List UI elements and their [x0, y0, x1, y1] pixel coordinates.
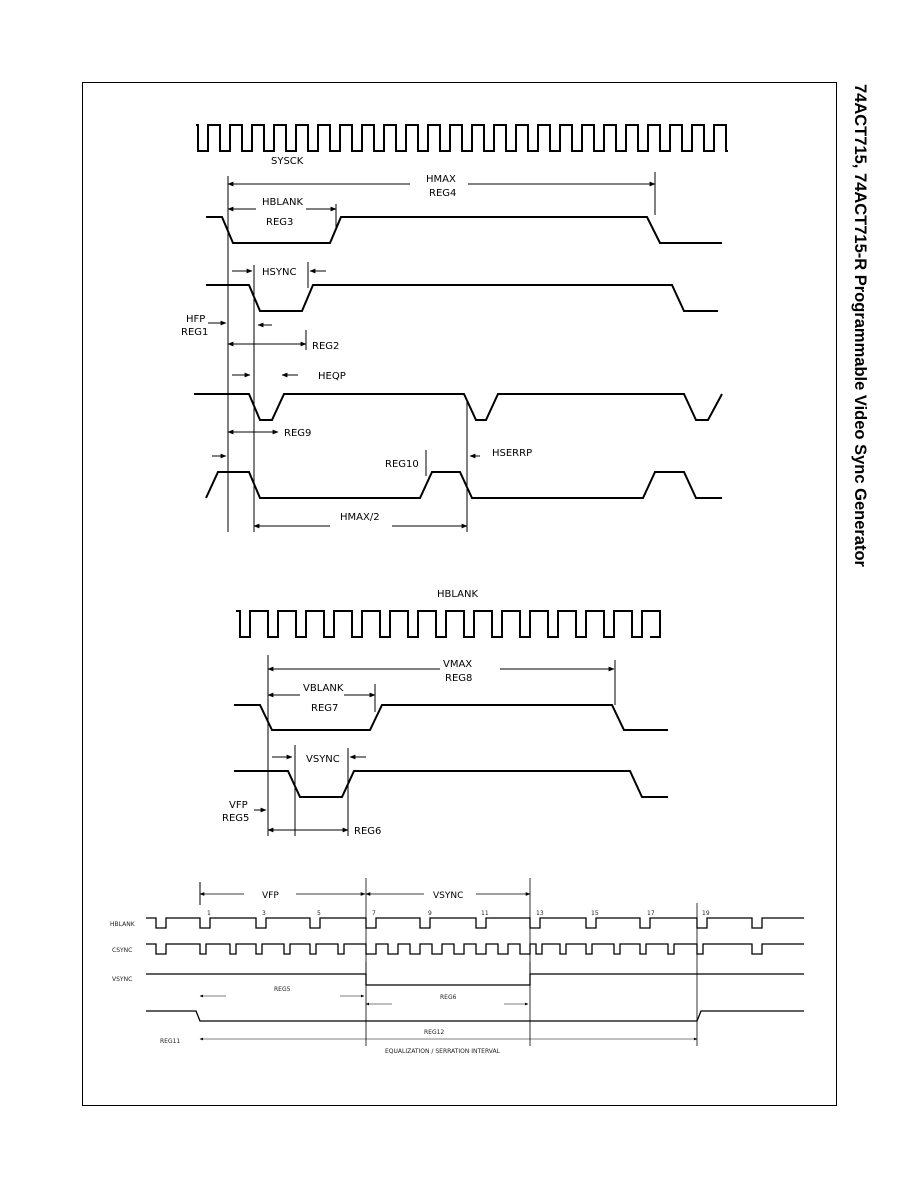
diagram3-labels [110, 891, 710, 1055]
hblank-clock-waveform [236, 611, 660, 637]
label-reg6: REG6 [354, 826, 382, 837]
label-vmax: VMAX [443, 659, 473, 670]
label-hserrp: HSERRP [492, 448, 533, 459]
diagram-composite-timing [146, 878, 804, 1046]
diagram2-labels [222, 589, 479, 837]
label-hblank: HBLANK [262, 197, 304, 208]
pulse-number: 17 [647, 910, 655, 917]
vsync-row-waveform [146, 974, 804, 985]
label-vblank: VBLANK [303, 683, 344, 694]
label-reg1: REG1 [181, 327, 209, 338]
label-reg9: REG9 [284, 428, 312, 439]
label-reg-front: REG5 [274, 986, 291, 993]
label-vsync: VSYNC [306, 754, 340, 765]
pulse-number: 3 [262, 910, 266, 917]
pulse-number: 5 [317, 910, 321, 917]
label-hmax: HMAX [426, 174, 456, 185]
label-reg2: REG2 [312, 341, 340, 352]
label-reg12: REG12 [424, 1029, 445, 1036]
pulse-number: 19 [702, 910, 710, 917]
pulse-number: 9 [428, 910, 432, 917]
diagram1-labels [181, 156, 532, 523]
row-label-vsync: VSYNC [112, 976, 133, 983]
row-label-hblank: HBLANK [110, 921, 135, 928]
pulse-number: 7 [372, 910, 376, 917]
label-reg4: REG4 [429, 188, 457, 199]
pulse-number: 11 [481, 910, 489, 917]
label-reg-vsync: REG6 [440, 994, 457, 1001]
label-vfp-interval: VFP [262, 891, 279, 901]
reg-row-waveform [146, 1011, 804, 1021]
label-interval: EQUALIZATION / SERRATION INTERVAL [385, 1048, 500, 1055]
pulse-number: 15 [591, 910, 599, 917]
diagram-vertical-timing [234, 611, 668, 836]
label-reg7: REG7 [311, 703, 339, 714]
label-hmax-half: HMAX/2 [340, 512, 380, 523]
heqp-waveform [194, 394, 722, 420]
label-vfp: VFP [229, 800, 248, 811]
hblank-row-waveform [146, 918, 804, 928]
hsync-waveform [206, 285, 718, 311]
diagram-horizontal-timing [194, 125, 728, 532]
row-label-csync: CSYNC [112, 947, 133, 954]
vsync-waveform [234, 771, 668, 797]
label-vsync-interval: VSYNC [433, 891, 464, 901]
label-sysck: SYSCK [271, 156, 304, 167]
sysck-waveform [196, 125, 728, 151]
label-reg5: REG5 [222, 813, 250, 824]
pulse-number: 13 [536, 910, 544, 917]
label-hfp: HFP [186, 314, 206, 325]
hserrp-waveform [206, 472, 722, 498]
label-reg3: REG3 [266, 217, 294, 228]
csync-row-waveform [146, 944, 804, 954]
vblank-waveform [234, 705, 668, 730]
side-title-text: 74ACT715, 74ACT715-R Programmable Video Sync Generator [851, 84, 869, 567]
label-reg8: REG8 [445, 673, 473, 684]
row-label-reg11: REG11 [160, 1038, 181, 1045]
label-hblank-clock: HBLANK [437, 589, 479, 600]
label-heqp: HEQP [318, 371, 346, 382]
label-reg10: REG10 [385, 459, 419, 470]
pulse-number: 1 [207, 910, 211, 917]
label-hsync: HSYNC [262, 267, 297, 278]
